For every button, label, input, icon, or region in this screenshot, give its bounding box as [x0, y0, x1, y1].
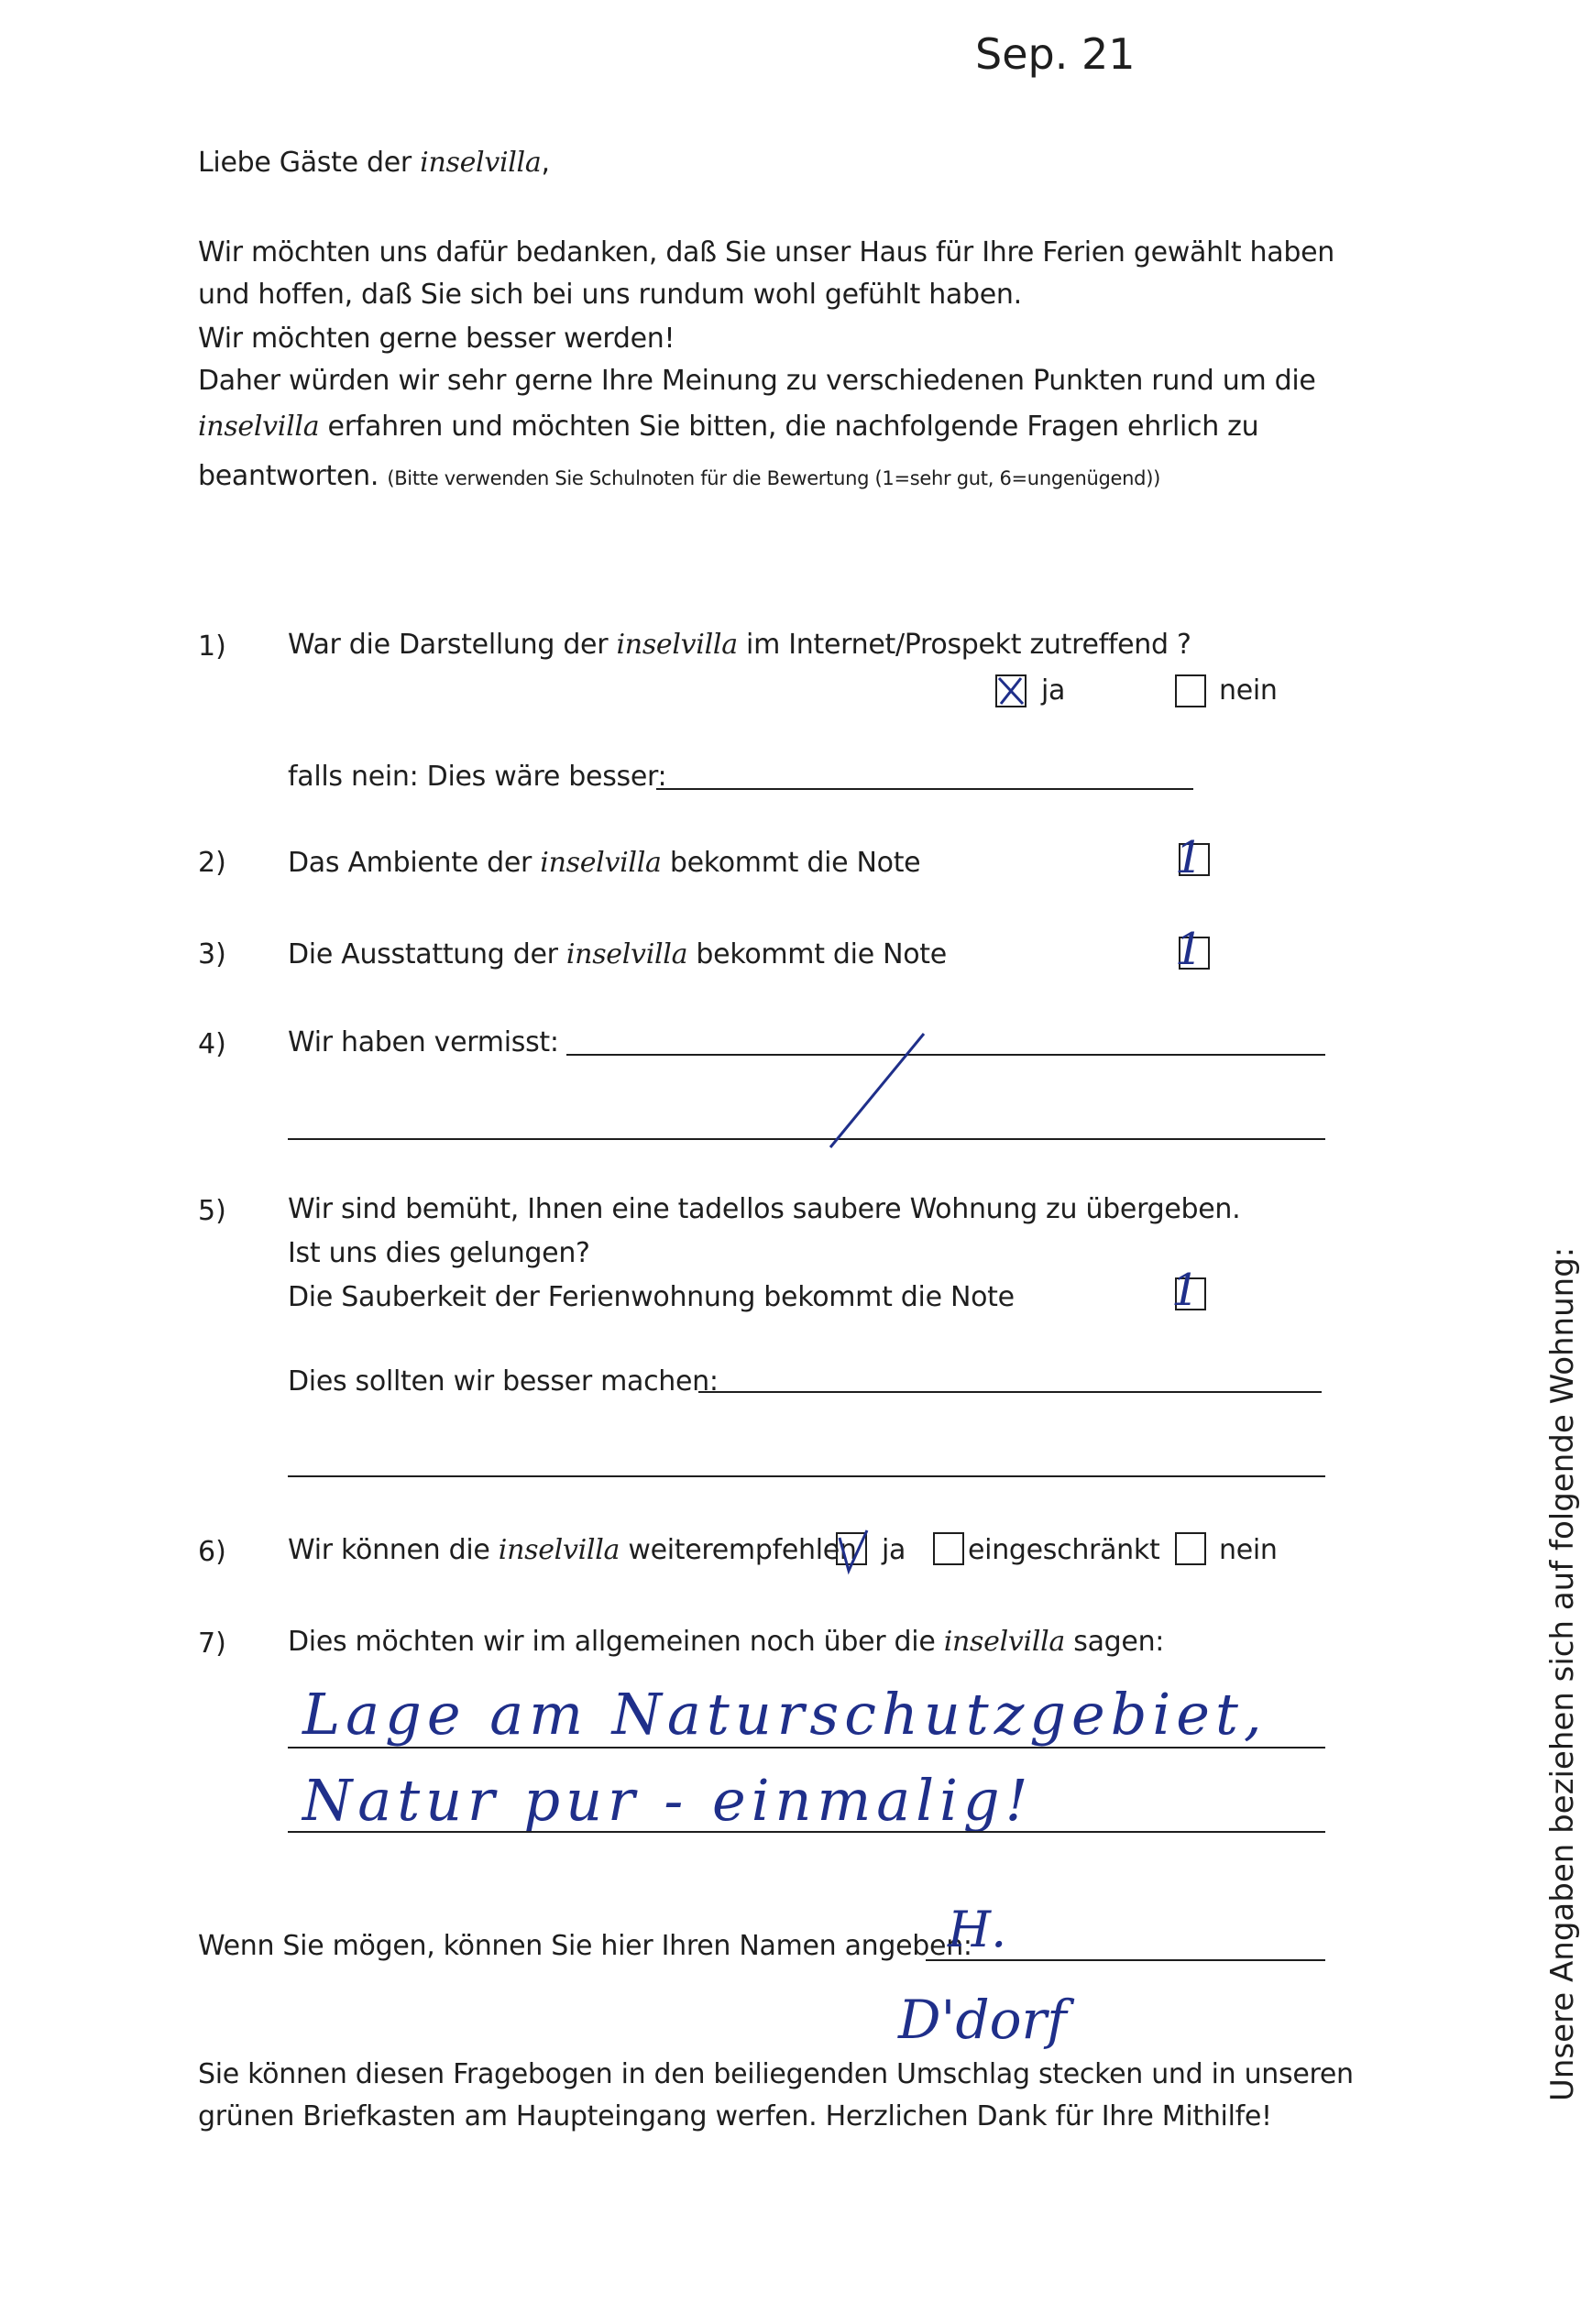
q1-text — [288, 629, 1191, 661]
q2-text-post: bekommt die Note — [669, 847, 921, 879]
q6-no-checkbox[interactable] — [1175, 1532, 1206, 1565]
q7-number: 7) — [198, 1628, 226, 1660]
q6-limited-label: eingeschränkt — [968, 1534, 1160, 1566]
q4-text: Wir haben vermisst: — [288, 1026, 559, 1058]
q1-followup-label: falls nein: Dies wäre besser: — [288, 761, 667, 793]
strike-through-mark — [823, 1028, 951, 1157]
intro-line-2: und hoffen, daß Sie sich bei uns rundum wohl gefühlt haben. — [198, 279, 1022, 311]
brand-logo: inselvilla — [198, 411, 320, 443]
q2-text-pre: Das Ambiente der — [288, 847, 532, 879]
q7-text — [288, 1626, 1164, 1658]
salutation-suffix: , — [541, 147, 550, 179]
q5-followup-label: Dies sollten wir besser machen: — [288, 1365, 719, 1398]
q7-text-pre: Dies möchten wir im allgemeinen noch über die — [288, 1626, 936, 1658]
q3-text — [288, 938, 947, 970]
brand-logo: inselvilla — [616, 629, 738, 661]
q7-answer-rule-2[interactable] — [288, 1831, 1325, 1833]
name-value: H. — [948, 1901, 1007, 1958]
q1-yes-label: ja — [1041, 674, 1066, 707]
brand-logo: inselvilla — [540, 847, 662, 879]
q1-followup-line[interactable] — [656, 788, 1193, 790]
q6-yes-checkbox[interactable] — [836, 1532, 867, 1565]
q7-text-post: sagen: — [1073, 1626, 1165, 1658]
q1-yes-checkbox[interactable] — [995, 674, 1027, 707]
side-apartment-label: Unsere Angaben beziehen sich auf folgende Wohnung: — [1544, 1246, 1581, 2101]
q5-grade-value: 1 — [1171, 1265, 1200, 1316]
q7-answer-rule-1[interactable] — [288, 1747, 1325, 1748]
city-value: D'dorf — [898, 1989, 1067, 2051]
q1-no-label: nein — [1219, 674, 1278, 707]
q5-followup-line-2[interactable] — [288, 1475, 1325, 1477]
q1-no-checkbox[interactable] — [1175, 674, 1206, 707]
brand-logo: inselvilla — [943, 1626, 1066, 1658]
q2-text — [288, 847, 920, 879]
q6-text — [288, 1534, 857, 1566]
footer-line-1: Sie können diesen Fragebogen in den beiliegenden Umschlag stecken und in unseren — [198, 2058, 1354, 2090]
brand-logo: inselvilla — [498, 1534, 620, 1566]
grading-note: (Bitte verwenden Sie Schulnoten für die Bewertung (1=sehr gut, 6=ungenügend)) — [387, 467, 1160, 489]
brand-logo: inselvilla — [565, 938, 688, 970]
q1-text-post: im Internet/Prospekt zutreffend ? — [746, 629, 1191, 661]
q4-number: 4) — [198, 1028, 226, 1060]
q1-number: 1) — [198, 630, 226, 663]
q6-text-post: weiterempfehlen — [628, 1534, 857, 1566]
q2-number: 2) — [198, 847, 226, 879]
q3-text-pre: Die Ausstattung der — [288, 938, 558, 970]
q5-followup-line-1[interactable] — [698, 1391, 1322, 1393]
q4-answer-line-2[interactable] — [288, 1138, 1325, 1140]
q6-number: 6) — [198, 1536, 226, 1568]
intro-line-3: Wir möchten gerne besser werden! — [198, 323, 675, 355]
q5-line-2: Ist uns dies gelungen? — [288, 1237, 590, 1269]
q1-text-pre: War die Darstellung der — [288, 629, 609, 661]
q6-text-pre: Wir können die — [288, 1534, 490, 1566]
q3-number: 3) — [198, 938, 226, 970]
date-label: Sep. 21 — [975, 29, 1136, 79]
check-mark-icon — [995, 674, 1027, 707]
q3-grade-value: 1 — [1175, 924, 1203, 975]
name-label: Wenn Sie mögen, können Sie hier Ihren Namen angeben: — [198, 1930, 972, 1962]
q3-text-post: bekommt die Note — [696, 938, 947, 970]
q5-line-3: Die Sauberkeit der Ferienwohnung bekommt die Note — [288, 1281, 1015, 1313]
q5-number: 5) — [198, 1195, 226, 1227]
q2-grade-value: 1 — [1175, 832, 1203, 883]
q6-limited-checkbox[interactable] — [933, 1532, 964, 1565]
salutation-prefix: Liebe Gäste der — [198, 147, 412, 179]
intro-line-4: Daher würden wir sehr gerne Ihre Meinung zu verschiedenen Punkten rund um die — [198, 365, 1316, 397]
intro-line-5 — [198, 411, 1258, 443]
q6-no-label: nein — [1219, 1534, 1278, 1566]
intro-line-1: Wir möchten uns dafür bedanken, daß Sie unser Haus für Ihre Ferien gewählt haben — [198, 236, 1334, 269]
footer-line-2: grünen Briefkasten am Haupteingang werfen. Herzlichen Dank für Ihre Mithilfe! — [198, 2100, 1272, 2132]
intro-line-5-text: erfahren und möchten Sie bitten, die nachfolgende Fragen ehrlich zu — [327, 411, 1259, 443]
check-mark-icon — [834, 1529, 871, 1574]
salutation — [198, 147, 550, 179]
intro-line-6 — [198, 460, 1160, 492]
name-field-line[interactable] — [926, 1959, 1325, 1961]
q7-answer-line-1: Lage am Naturschutzgebiet, — [302, 1681, 1268, 1748]
brand-logo: inselvilla — [420, 147, 542, 179]
q6-yes-label: ja — [882, 1534, 906, 1566]
q7-answer-line-2: Natur pur - einmalig! — [302, 1767, 1034, 1834]
q5-line-1: Wir sind bemüht, Ihnen eine tadellos saubere Wohnung zu übergeben. — [288, 1193, 1241, 1225]
intro-line-6-text: beantworten. — [198, 460, 379, 492]
